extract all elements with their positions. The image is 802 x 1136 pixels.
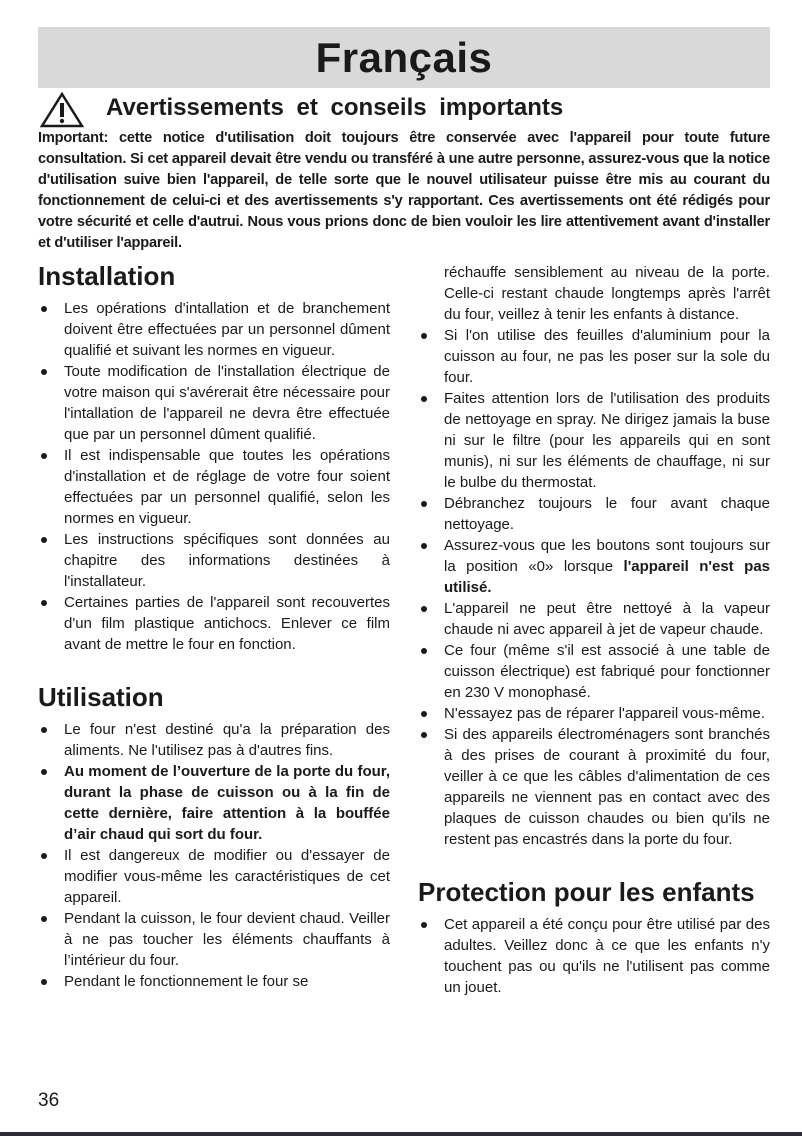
list-item: Il est indispensable que toutes les opérations d'installation et de réglage de votre four soient effectuées par un personnel qualifié, selon les normes en vigueur. (38, 445, 390, 529)
list-item: Il est dangereux de modifier ou d'essayer de modifier vous-même les caractéristiques de cet appareil. (38, 845, 390, 908)
list-item (418, 535, 770, 598)
utilisation-list-continued (418, 325, 770, 850)
installation-heading: Installation (38, 261, 176, 291)
warning-header (38, 92, 770, 128)
list-item: Faites attention lors de l'utilisation des produits de nettoyage en spray. Ne dirigez jamais la buse ni sur le filtre (pour les appareils qui en sont munis), ni sur les éléments de chauffage, ni sur le bulbe du thermostat. (418, 388, 770, 493)
protection-heading: Protection pour les enfants (418, 877, 755, 907)
list-item: Les instructions spécifiques sont données au chapitre des informations destinées à l'installateur. (38, 529, 390, 592)
page-title: Français (315, 34, 493, 81)
language-title-bar (38, 27, 770, 88)
list-item-bold-tail: l'appareil n'est pas utilisé. (444, 558, 771, 596)
list-item: Toute modification de l'installation électrique de votre maison qui s'avérerait être nécessaire pour l'intallation de l'appareil ne devra être effectuée que par un personnel dûment qualifié. (38, 361, 390, 445)
list-item: Ce four (même s'il est associé à une table de cuisson électrique) est fabriqué pour fonctionner en 230 V monophasé. (418, 640, 770, 703)
list-item: Le four n'est destiné qu'a la préparation des aliments. Ne l'utilisez pas à d'autres fins. (38, 719, 390, 761)
protection-list (418, 914, 770, 998)
intro-paragraph: Important: cette notice d'utilisation doit toujours être conservée avec l'appareil pour toute future consultation. Si cet appareil devait être vendu ou transféré à une autre personne, assurez-vous que la notice d'utilisation suive bien l'appareil, de telle sorte que le nouvel utilisateur puisse être mis au courant du fonctionnement de celui-ci et des avertissements s'y rapportant. Ces avertissements ont été rédigés pour votre sécurité et celle d'autrui. Nous vous prions donc de bien vouloir les lire attentivement avant d'installer et d'utiliser l'appareil. (38, 130, 770, 251)
list-item: Pendant le fonctionnement le four se (38, 971, 390, 992)
continued-text: réchauffe sensiblement au niveau de la porte. Celle-ci restant chaude longtemps après l'arrêt du four, veillez à tenir les enfants à distance. (444, 264, 770, 323)
list-item-text: Assurez-vous que les boutons sont toujours sur la position «0» lorsque (444, 537, 770, 575)
list-item: Pendant la cuisson, le four devient chaud. Veiller à ne pas toucher les éléments chauffants à l’intérieur du four. (38, 908, 390, 971)
warning-triangle-icon (40, 92, 84, 128)
warning-heading: Avertissements et conseils importants (106, 94, 564, 121)
list-item: Débranchez toujours le four avant chaque nettoyage. (418, 493, 770, 535)
list-item: Les opérations d'intallation et de branchement doivent être effectuées par un personnel dûment qualifié et suivant les normes en vigueur. (38, 298, 390, 361)
right-column (418, 262, 770, 998)
list-item: Si l'on utilise des feuilles d'aluminium pour la cuisson au four, ne pas les poser sur la sole du four. (418, 325, 770, 388)
utilisation-heading: Utilisation (38, 682, 164, 712)
list-item: L'appareil ne peut être nettoyé à la vapeur chaude ni avec appareil à jet de vapeur chaude. (418, 598, 770, 640)
bottom-divider (0, 1132, 802, 1136)
list-item: Certaines parties de l'appareil sont recouvertes d'un film plastique antichocs. Enlever ce film avant de mettre le four en fonction. (38, 592, 390, 655)
page-number: 36 (38, 1090, 60, 1111)
list-item: Cet appareil a été conçu pour être utilisé par des adultes. Veillez donc à ce que les enfants n'y touchent pas ou qu'ils ne l'utilisent pas comme un jouet. (418, 914, 770, 998)
left-column (38, 260, 390, 992)
list-item: N'essayez pas de réparer l'appareil vous-même. (418, 703, 770, 724)
utilisation-list (38, 719, 390, 992)
list-item: Si des appareils électroménagers sont branchés à des prises de courant à proximité du four, veiller à ce que les câbles d'alimentation de ces appareils ne viennent pas en contact avec des plaques de cuisson chaudes ou bien qu'ils ne restent pas encastrés dans la porte du four. (418, 724, 770, 850)
list-item: Au moment de l’ouverture de la porte du four, durant la phase de cuisson ou à la fin de cette dernière, faire attention à la bouffée d’air chaud qui sort du four. (38, 761, 390, 845)
installation-list (38, 298, 390, 655)
